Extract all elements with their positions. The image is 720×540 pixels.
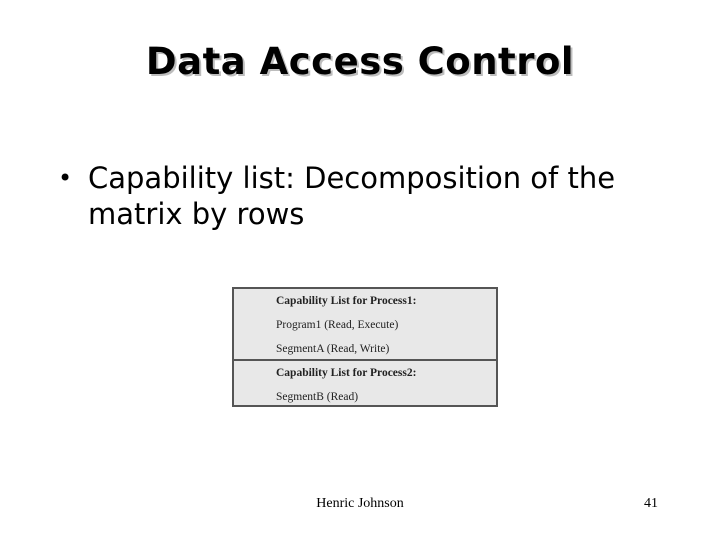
- capability-section-header: Capability List for Process2:: [276, 367, 417, 379]
- capability-list-table: [232, 287, 498, 407]
- bullet-text-line-1: Capability list: Decomposition of the: [88, 161, 616, 195]
- capability-entry: Program1 (Read, Execute): [276, 319, 399, 331]
- bullet-item: [58, 160, 678, 232]
- capability-section-process2: [234, 361, 496, 409]
- bullet-text: [88, 160, 678, 232]
- capability-entry: SegmentB (Read): [276, 391, 359, 403]
- bullet-text-line-2: matrix by rows: [88, 197, 305, 231]
- capability-section-header: Capability List for Process1:: [276, 295, 417, 307]
- capability-entry: SegmentA (Read, Write): [276, 343, 390, 355]
- bullet-marker: •: [58, 164, 73, 192]
- footer-author: Henric Johnson: [316, 496, 404, 511]
- bullet-list: [58, 160, 678, 232]
- slide-title: Data Access Control: [145, 40, 575, 83]
- page-number: 41: [644, 496, 658, 511]
- capability-section-process1: [234, 289, 496, 361]
